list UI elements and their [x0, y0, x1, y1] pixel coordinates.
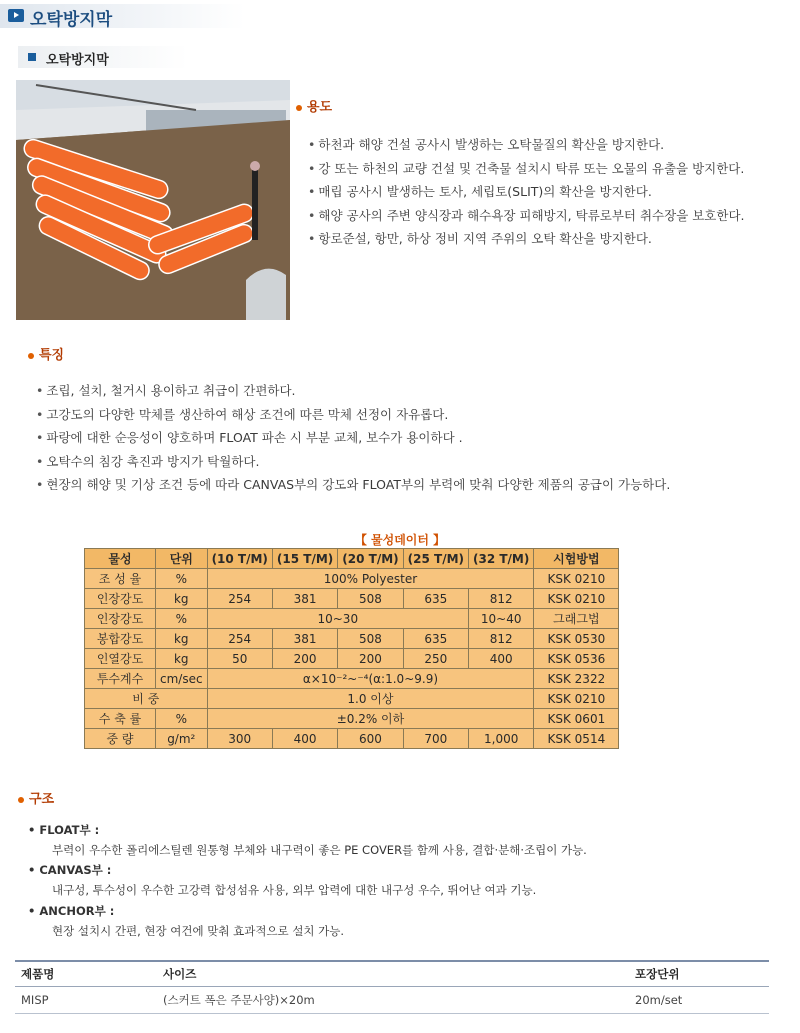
- table-header-cell: 물성: [85, 549, 156, 569]
- product-photo: [16, 80, 290, 320]
- list-item: • 하천과 해양 건설 공사시 발생하는 오탁물질의 확산을 방지한다.: [308, 133, 788, 157]
- table-cell: 700: [403, 729, 468, 749]
- props-table-title: 【 물성데이터 】: [354, 533, 446, 547]
- sub-header: [18, 46, 188, 68]
- table-cell: 400: [469, 649, 534, 669]
- structure-title-text: 구조: [29, 792, 55, 807]
- table-cell: kg: [156, 629, 208, 649]
- table-cell: KSK 2322: [534, 669, 619, 689]
- table-row: [85, 649, 619, 669]
- table-cell: g/m²: [156, 729, 208, 749]
- table-cell: 508: [338, 629, 403, 649]
- table-header-cell: 포장단위: [629, 961, 769, 987]
- table-cell: 812: [469, 589, 534, 609]
- table-cell: 그래그법: [534, 609, 619, 629]
- table-cell: α×10⁻²~⁻⁴(α:1.0~9.9): [207, 669, 534, 689]
- table-cell: MISP: [15, 987, 157, 1014]
- table-header-cell: (20 T/M): [338, 549, 403, 569]
- bullet-dot-icon: [28, 353, 34, 359]
- table-cell: KSK 0210: [534, 589, 619, 609]
- table-cell: 인장강도: [85, 589, 156, 609]
- table-cell: 508: [338, 589, 403, 609]
- canvas-part-label: CANVAS부 :: [39, 863, 112, 877]
- table-cell: KSK 0530: [534, 629, 619, 649]
- float-part-desc: 부력이 우수한 폴리에스틸렌 원통형 부체와 내구력이 좋은 PE COVER를 함께 사용, 결합·분해·조립이 가능.: [52, 843, 587, 857]
- table-cell: (스커트 폭은 주문사양)×20m: [157, 987, 629, 1014]
- table-cell: 200: [272, 649, 337, 669]
- bullet-dot-icon: [296, 105, 302, 111]
- list-item: • 파랑에 대한 순응성이 양호하며 FLOAT 파손 시 부분 교체, 보수가 용이하다 .: [36, 426, 771, 450]
- table-cell: 1.0 이상: [207, 689, 534, 709]
- table-cell: 400: [272, 729, 337, 749]
- page-header: [0, 0, 800, 30]
- table-cell: 300: [207, 729, 272, 749]
- bullet-dot-icon: [18, 797, 24, 803]
- table-row: [15, 987, 769, 1014]
- structure-title: [18, 788, 54, 807]
- features-title: [28, 344, 64, 363]
- table-cell: 635: [403, 589, 468, 609]
- table-cell: cm/sec: [156, 669, 208, 689]
- list-item: • 매립 공사시 발생하는 토사, 세립토(SLIT)의 확산을 방지한다.: [308, 180, 788, 204]
- table-cell: 1,000: [469, 729, 534, 749]
- list-item: • 강 또는 하천의 교량 건설 및 건축물 설치시 탁류 또는 오물의 유출을 방지한다.: [308, 157, 788, 181]
- table-cell: 50: [207, 649, 272, 669]
- features-title-text: 특징: [39, 348, 65, 363]
- table-header-cell: 단위: [156, 549, 208, 569]
- usage-title-text: 용도: [307, 100, 333, 115]
- list-item: • 조립, 설치, 철거시 용이하고 취급이 간편하다.: [36, 379, 771, 403]
- table-cell: 20m/set: [629, 987, 769, 1014]
- table-cell: kg: [156, 589, 208, 609]
- table-cell: KSK 0536: [534, 649, 619, 669]
- table-cell: 254: [207, 589, 272, 609]
- table-header-row: [85, 549, 619, 569]
- table-cell: %: [156, 709, 208, 729]
- list-item: • 오탁수의 침강 촉진과 방지가 탁월하다.: [36, 450, 771, 474]
- table-cell: 250: [403, 649, 468, 669]
- table-header-cell: 시험방법: [534, 549, 619, 569]
- list-item: • 고강도의 다양한 막체를 생산하여 해상 조건에 따른 막체 선정이 자유롭다.: [36, 403, 771, 427]
- table-row: [85, 689, 619, 709]
- product-table: [15, 960, 769, 1014]
- anchor-part-name: • ANCHOR부 :: [28, 904, 115, 918]
- anchor-part-label: ANCHOR부 :: [39, 904, 115, 918]
- usage-title: [296, 96, 332, 115]
- table-cell: 100% Polyester: [207, 569, 534, 589]
- table-cell: KSK 0514: [534, 729, 619, 749]
- table-cell: 10~30: [207, 609, 468, 629]
- table-cell: %: [156, 609, 208, 629]
- table-row: [85, 669, 619, 689]
- table-header-cell: (15 T/M): [272, 549, 337, 569]
- list-item: • 해양 공사의 주변 양식장과 해수욕장 피해방지, 탁류로부터 취수장을 보호한다.: [308, 204, 788, 228]
- table-header-cell: (32 T/M): [469, 549, 534, 569]
- square-bullet-icon: [28, 53, 36, 61]
- table-cell: 조 성 율: [85, 569, 156, 589]
- table-row: [85, 709, 619, 729]
- table-header-cell: 사이즈: [157, 961, 629, 987]
- table-cell: 인열강도: [85, 649, 156, 669]
- table-cell: kg: [156, 649, 208, 669]
- page-title: 오탁방지막: [30, 10, 113, 30]
- table-cell: 254: [207, 629, 272, 649]
- list-item: • 현장의 해양 및 기상 조건 등에 따라 CANVAS부의 강도와 FLOAT부의 부력에 맞춰 다양한 제품의 공급이 가능하다.: [36, 473, 771, 497]
- canvas-part-name: • CANVAS부 :: [28, 863, 112, 877]
- table-header-cell: (25 T/M): [403, 549, 468, 569]
- table-header-row: [15, 961, 769, 987]
- table-cell: 812: [469, 629, 534, 649]
- table-cell: 10~40: [469, 609, 534, 629]
- canvas-part-desc: 내구성, 투수성이 우수한 고강력 합성섬유 사용, 외부 압력에 대한 내구성 우수, 뛰어난 여과 기능.: [52, 883, 537, 897]
- anchor-part-desc: 현장 설치시 간편, 현장 여건에 맞춰 효과적으로 설치 가능.: [52, 924, 345, 938]
- features-list: [36, 379, 771, 497]
- table-cell: KSK 0210: [534, 569, 619, 589]
- table-cell: ±0.2% 이하: [207, 709, 534, 729]
- table-cell: 인장강도: [85, 609, 156, 629]
- table-cell: 381: [272, 589, 337, 609]
- usage-list: [308, 133, 788, 251]
- sub-title: 오탁방지막: [46, 53, 109, 68]
- table-cell: 635: [403, 629, 468, 649]
- table-cell: 비 중: [85, 689, 208, 709]
- table-cell: 중 량: [85, 729, 156, 749]
- table-header-cell: 제품명: [15, 961, 157, 987]
- table-cell: 봉합강도: [85, 629, 156, 649]
- table-cell: KSK 0210: [534, 689, 619, 709]
- table-header-cell: (10 T/M): [207, 549, 272, 569]
- table-row: [85, 609, 619, 629]
- table-row: [85, 589, 619, 609]
- table-row: [85, 629, 619, 649]
- play-arrow-icon: [8, 9, 24, 22]
- table-cell: 투수계수: [85, 669, 156, 689]
- product-photo-illustration: [16, 80, 290, 320]
- table-cell: %: [156, 569, 208, 589]
- table-cell: KSK 0601: [534, 709, 619, 729]
- table-cell: 381: [272, 629, 337, 649]
- float-part-label: FLOAT부 :: [39, 823, 100, 837]
- props-table: [84, 548, 619, 749]
- table-cell: 200: [338, 649, 403, 669]
- table-row: [85, 729, 619, 749]
- table-cell: 600: [338, 729, 403, 749]
- table-row: [85, 569, 619, 589]
- list-item: • 항로준설, 항만, 하상 정비 지역 주위의 오탁 확산을 방지한다.: [308, 227, 788, 251]
- float-part-name: • FLOAT부 :: [28, 823, 100, 837]
- table-cell: 수 축 률: [85, 709, 156, 729]
